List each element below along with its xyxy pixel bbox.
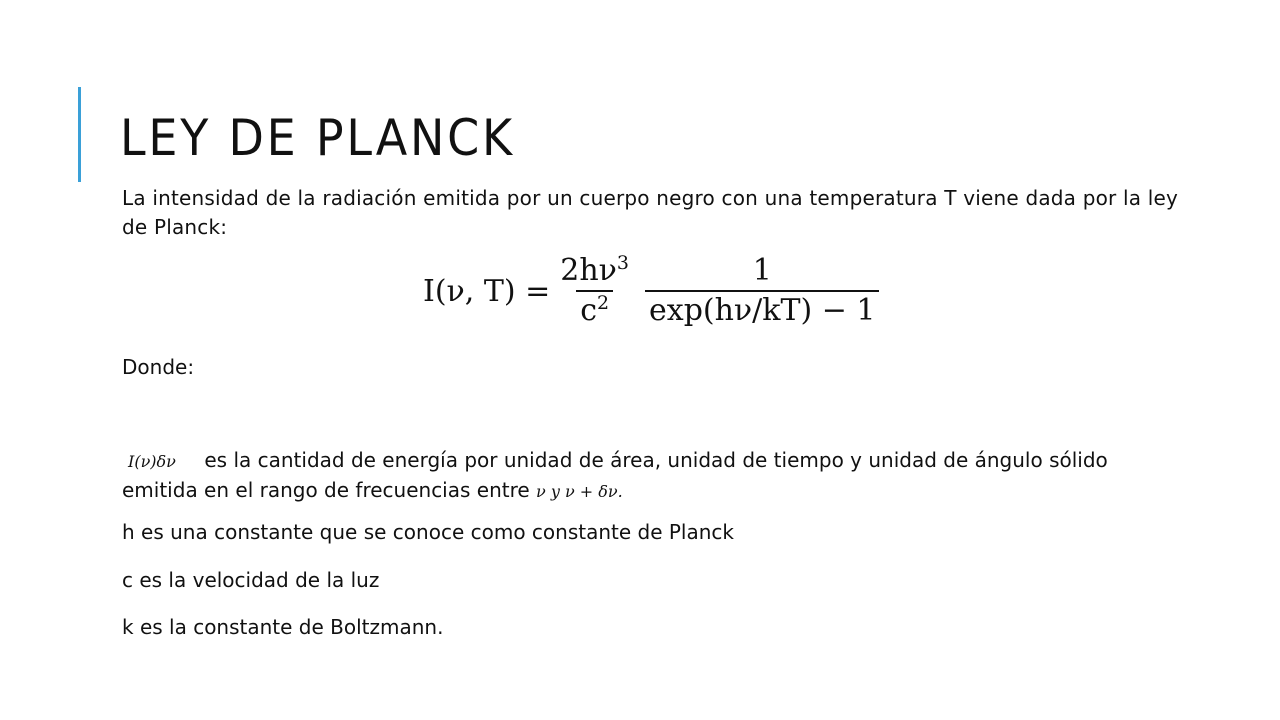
definition-c: c es la velocidad de la luz [122,568,380,592]
intensity-symbol: I(ν)δν [128,452,176,471]
formula-fraction-1 [556,254,633,328]
definition-intensity [122,446,1182,506]
frequency-range-symbol: ν y ν + δν. [536,482,623,501]
fraction-1-denominator: $c^2$ [576,290,613,328]
fraction-1-numerator: $2h\nu^3$ [560,252,630,288]
intro-paragraph: La intensidad de la radiación emitida por un cuerpo negro con una temperatura T viene dada por la ley de Planck: [122,186,1179,239]
slide-title: LEY DE PLANCK [120,109,515,167]
donde-label: Donde: [122,355,195,379]
formula-fraction-2 [645,254,879,328]
planck-formula [423,252,885,328]
intensity-text: es la cantidad de energía por unidad de área, unidad de tiempo y unidad de ángulo sólido emitida en el rango de frecuencias entre [122,448,1108,502]
definition-k: k es la constante de Boltzmann. [122,615,444,639]
title-accent-bar [78,87,81,182]
definition-h: h es una constante que se conoce como constante de Planck [122,520,735,544]
fraction-2-denominator: exp(hν/kT) − 1 [645,290,879,328]
fraction-2-numerator: 1 [752,253,772,288]
formula-lhs: I(ν, T) = [423,273,551,309]
